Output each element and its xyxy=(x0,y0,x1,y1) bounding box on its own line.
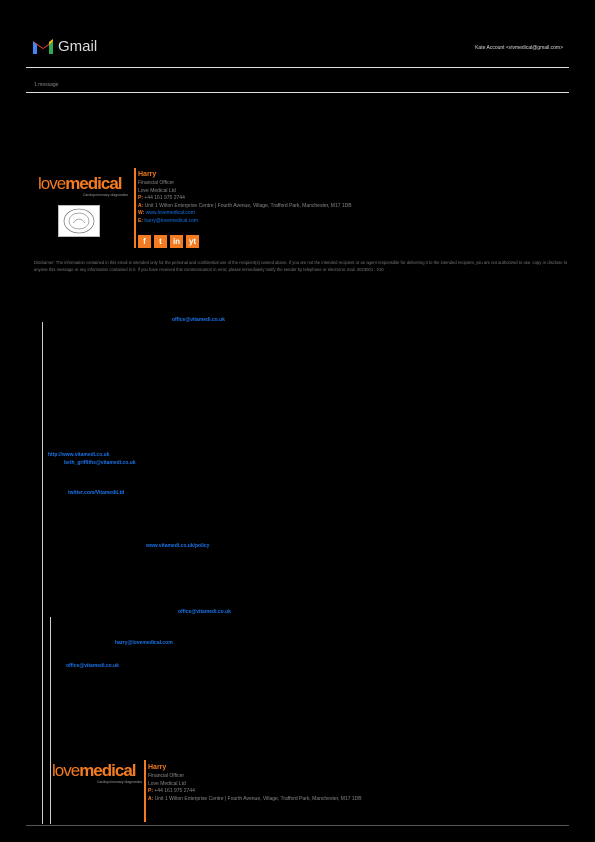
sender2-name: Harry xyxy=(148,764,167,771)
quote-bar-inner xyxy=(50,617,51,824)
email-label: E: xyxy=(138,217,143,224)
gmail-m-icon xyxy=(32,38,54,55)
signature-details xyxy=(138,170,352,225)
web-label: W: xyxy=(138,210,145,216)
phone-label: P: xyxy=(138,195,143,201)
message-count: 1 message xyxy=(34,82,59,88)
phone2-number: +44 161 975 2744 xyxy=(154,788,195,794)
quoted-link-5[interactable]: www.vitamedi.co.uk/policy xyxy=(146,543,210,549)
address2-label: A: xyxy=(148,795,154,802)
quoted-link-6[interactable]: office@vitamedi.co.uk xyxy=(178,609,231,615)
certification-seal xyxy=(58,205,100,237)
header-divider xyxy=(26,67,569,68)
phone2-label: P: xyxy=(148,788,153,794)
disclaimer: Disclaimer: The information contained in this email is intended only for the personal and confidential use of the recipient(s) named above. If you are not the intended recipient or an agent responsible for delivering it to the intended recipient, you are not authorized to use, copy or disclose to anyone this message or any information contained in it. If you have received this communication in error, please immediately notify the sender by telephone or electronic mail. 2023001 : 010 xyxy=(34,260,568,272)
quoted-link-8[interactable]: office@vitamedi.co.uk xyxy=(66,663,119,669)
facebook-icon[interactable]: f xyxy=(138,235,151,248)
sender-company: Love Medical Ltd xyxy=(138,187,176,194)
address-label: A: xyxy=(138,202,144,209)
quoted-link-4[interactable]: twitter.com/VitamediLtd xyxy=(68,490,125,496)
signature2-divider xyxy=(144,760,146,822)
sender2-title: Financial Officer xyxy=(148,773,185,779)
gmail-logo[interactable] xyxy=(32,38,97,55)
thread-divider xyxy=(26,92,569,93)
quoted-link-1[interactable]: office@vitamedi.co.uk xyxy=(172,317,225,323)
signature2-logo xyxy=(52,762,142,784)
app-name: Gmail xyxy=(58,38,98,55)
logo2-light: love xyxy=(52,761,80,780)
logo-tagline: Cardiopulmonary diagnostics xyxy=(82,193,128,197)
quoted-link-3[interactable]: beth_griffiths@vitamedi.co.uk xyxy=(64,460,136,466)
quote-bar-outer xyxy=(42,322,43,824)
address2: Unit 1 Wilton Enterprise Centre | Fourth Avenue, Village, Trafford Park, Manchester, M17 1DB xyxy=(154,795,362,802)
logo-bold: medical xyxy=(65,174,122,193)
logo2-tagline: Cardiopulmonary diagnostics xyxy=(96,780,142,784)
sender-name: Harry xyxy=(138,171,157,178)
page-border xyxy=(26,825,569,826)
sender2-company: Love Medical Ltd xyxy=(148,780,186,787)
phone-number: +44 161 975 2744 xyxy=(144,195,185,201)
signature2-details xyxy=(148,763,362,803)
social-links xyxy=(138,235,199,248)
sender-title: Financial Officer xyxy=(138,180,175,186)
email-link[interactable]: harry@lovemedical.com xyxy=(144,217,199,224)
linkedin-icon[interactable]: in xyxy=(170,235,183,248)
website-link[interactable]: www.lovemedical.com xyxy=(145,210,195,216)
address: Unit 1 Wilton Enterprise Centre | Fourth Avenue, Village, Trafford Park, Manchester, M17 1DB xyxy=(144,202,352,209)
twitter-icon[interactable]: t xyxy=(154,235,167,248)
youtube-icon[interactable]: yt xyxy=(186,235,199,248)
logo2-bold: medical xyxy=(79,761,136,780)
signature-logo xyxy=(38,175,128,197)
account-label: Kate Account <vivmedical@gmail.com> xyxy=(475,45,563,51)
quoted-link-2[interactable]: http://www.vitamedi.co.uk xyxy=(48,452,110,458)
logo-light: love xyxy=(38,174,66,193)
quoted-link-7[interactable]: harry@lovemedical.com xyxy=(115,640,173,646)
signature-divider xyxy=(134,168,136,248)
